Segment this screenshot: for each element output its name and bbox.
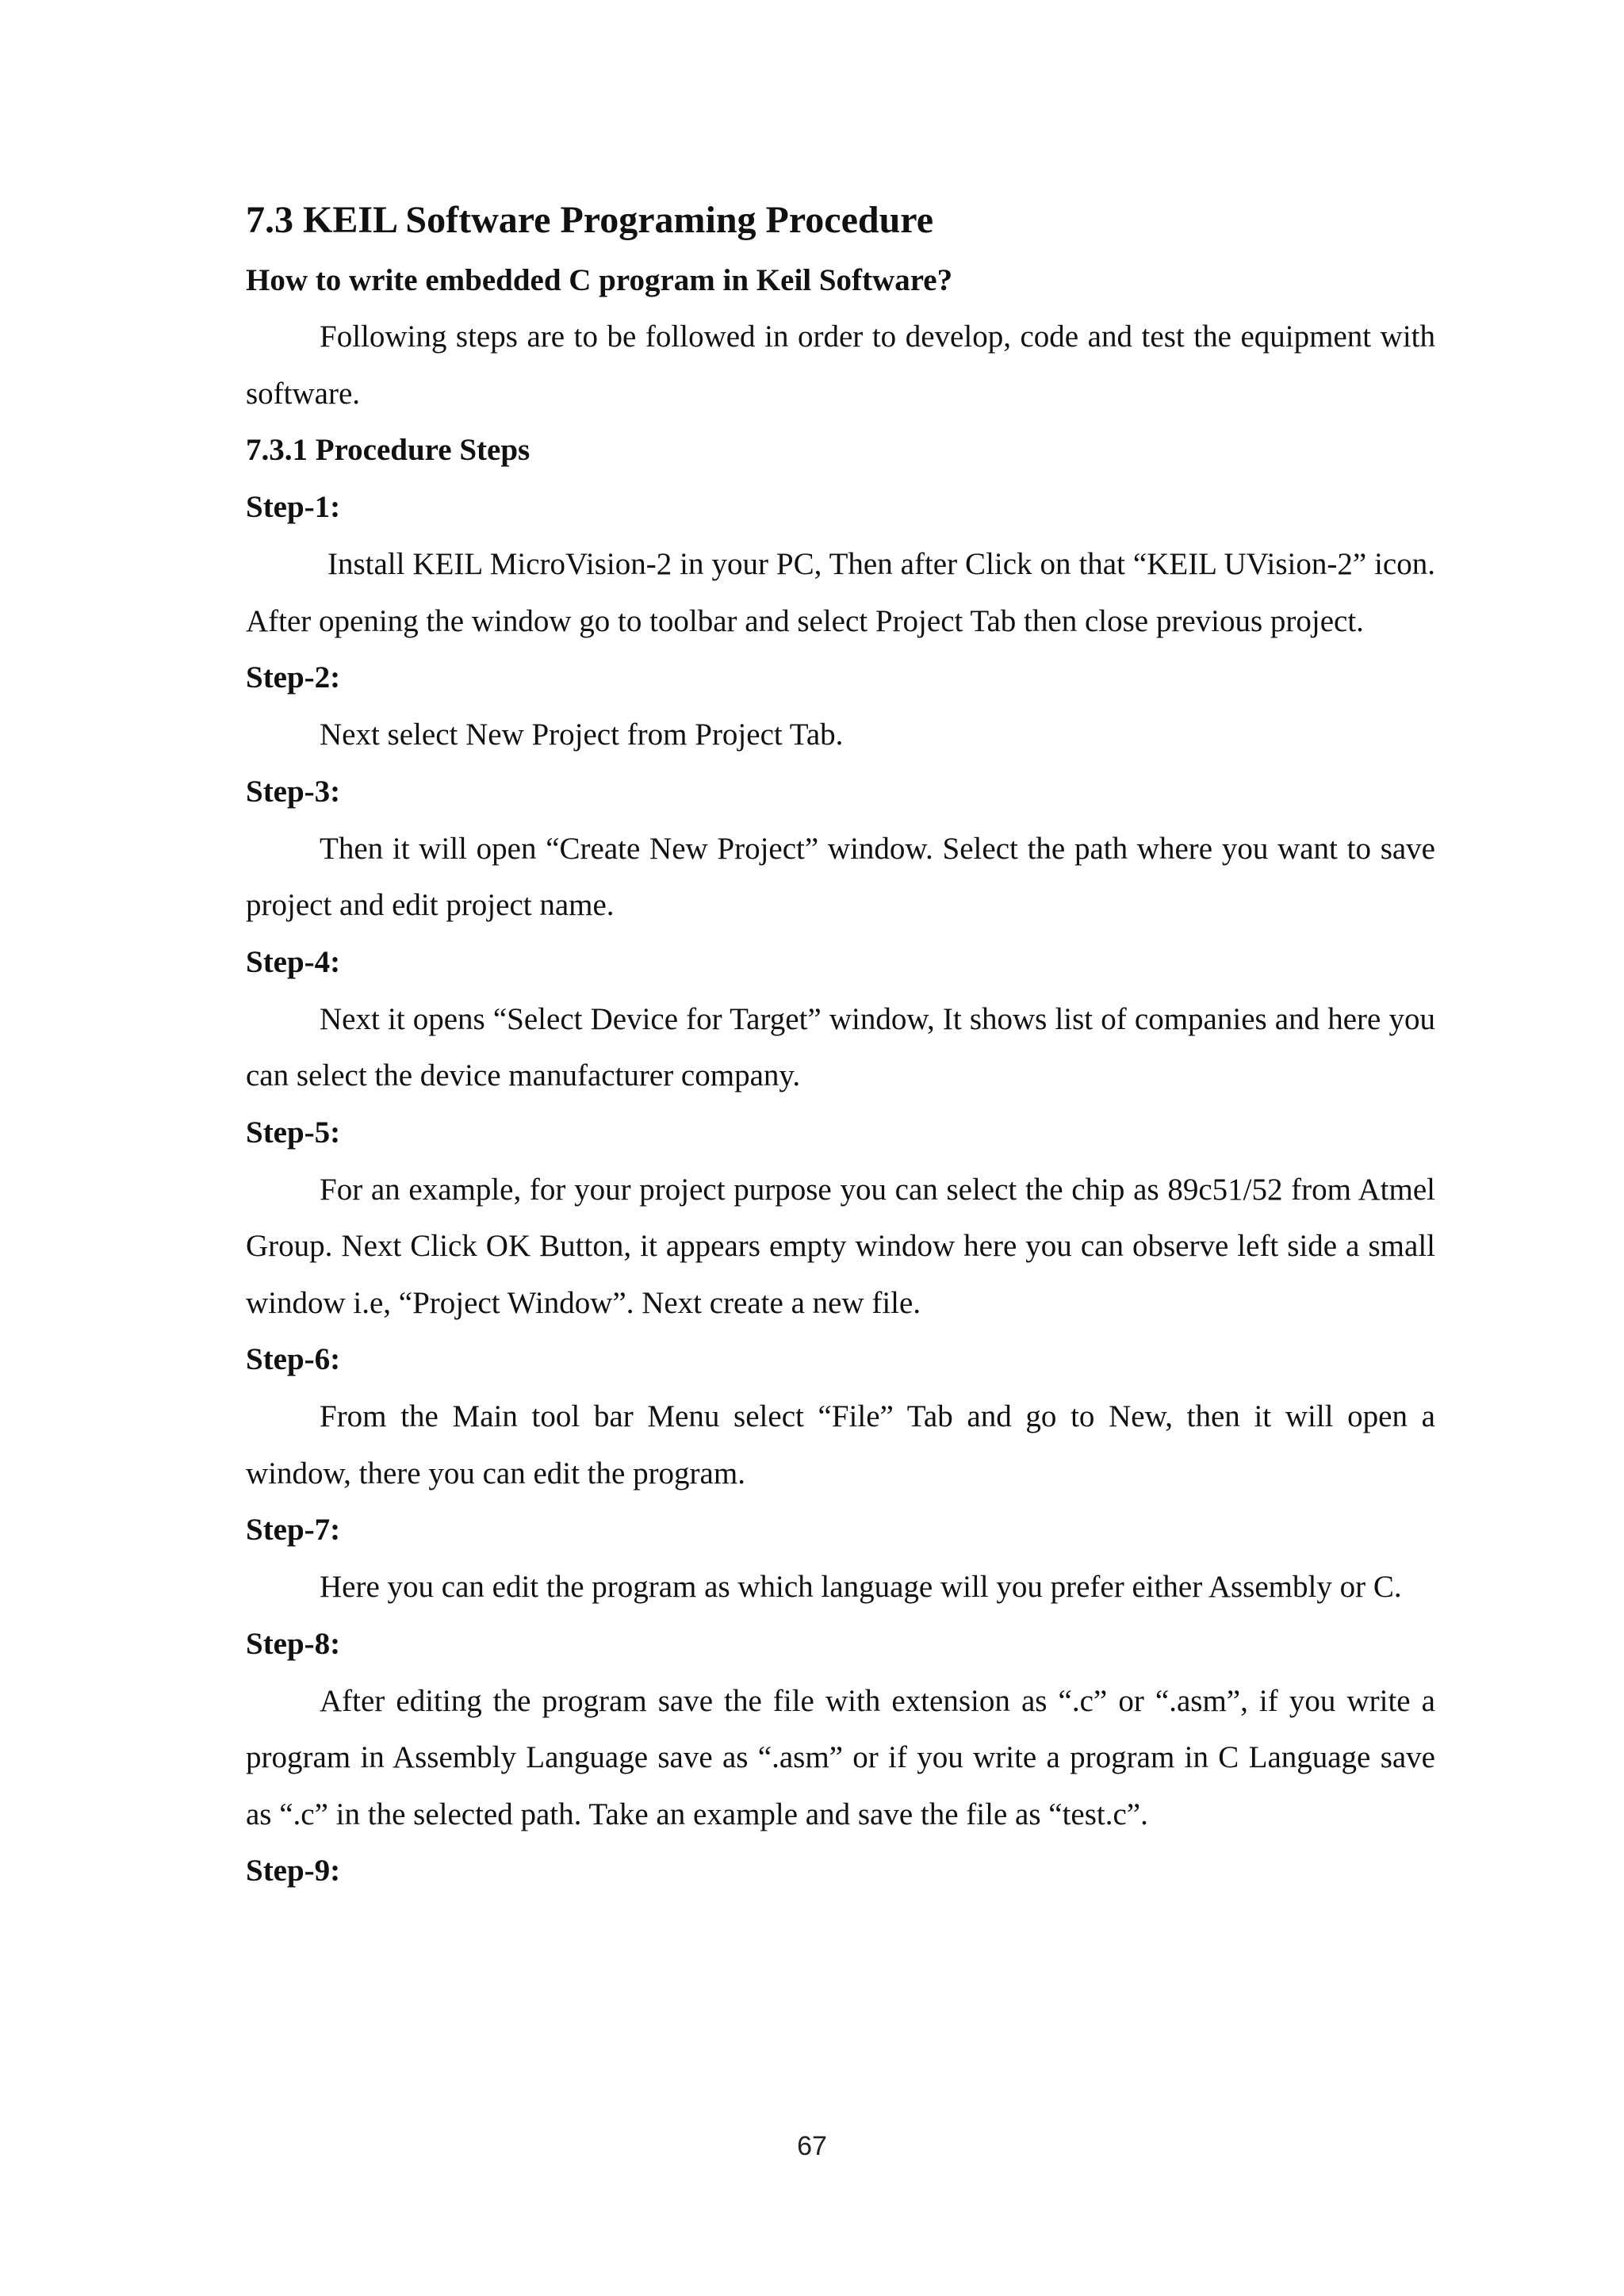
step-label: Step-3:: [246, 774, 341, 809]
step-text: Next it opens “Select Device for Target” window, It shows list of companies and here you can select the device manufacturer company.: [246, 1001, 1435, 1093]
section-question: How to write embedded C program in Keil Software?: [246, 263, 953, 297]
step-label: Step-6:: [246, 1342, 341, 1376]
step-block: [246, 479, 1435, 649]
step-label: Step-8:: [246, 1626, 341, 1661]
step-block: [246, 1502, 1435, 1616]
step-text: After editing the program save the file with extension as “.c” or “.asm”, if you write a program in Assembly Language save as “.asm” or if you write a program in C Language save as “.c” in the selected path. Take an example and save the file as “test.c”.: [246, 1683, 1435, 1831]
step-block: [246, 649, 1435, 763]
intro-paragraph: Following steps are to be followed in order to develop, code and test the equipment with software.: [246, 320, 1435, 411]
step-block: [246, 934, 1435, 1104]
section-title: 7.3 KEIL Software Programing Procedure: [246, 199, 934, 241]
page-number: 67: [797, 2131, 827, 2161]
step-label: Step-4:: [246, 944, 341, 979]
step-block: [246, 763, 1435, 934]
step-block: [246, 1104, 1435, 1332]
step-label: Step-9:: [246, 1854, 341, 1888]
step-block: [246, 1843, 1435, 1900]
step-block: [246, 1616, 1435, 1843]
step-text: From the Main tool bar Menu select “File” Tab and go to New, then it will open a window, there you can edit the program.: [246, 1399, 1435, 1490]
document-page: [246, 194, 1435, 1900]
step-text: Install KEIL MicroVision-2 in your PC, Then after Click on that “KEIL UVision-2” icon. After opening the window go to toolbar and select Project Tab then close previous project.: [246, 547, 1435, 638]
step-text: Next select New Project from Project Tab.: [320, 718, 844, 752]
step-text: For an example, for your project purpose you can select the chip as 89c51/52 from Atmel Group. Next Click OK Button, it appears empty window here you can observe left side a small window i.e, “Project Window”. Next create a new file.: [246, 1172, 1435, 1320]
step-label: Step-5:: [246, 1115, 341, 1150]
step-label: Step-1:: [246, 490, 341, 524]
step-text: Here you can edit the program as which language will you prefer either Assembly or C.: [320, 1570, 1402, 1604]
step-label: Step-7:: [246, 1513, 341, 1547]
step-text: Then it will open “Create New Project” window. Select the path where you want to save project and edit project name.: [246, 831, 1435, 922]
step-block: [246, 1331, 1435, 1502]
step-label: Step-2:: [246, 660, 341, 695]
subsection-title: 7.3.1 Procedure Steps: [246, 433, 530, 467]
